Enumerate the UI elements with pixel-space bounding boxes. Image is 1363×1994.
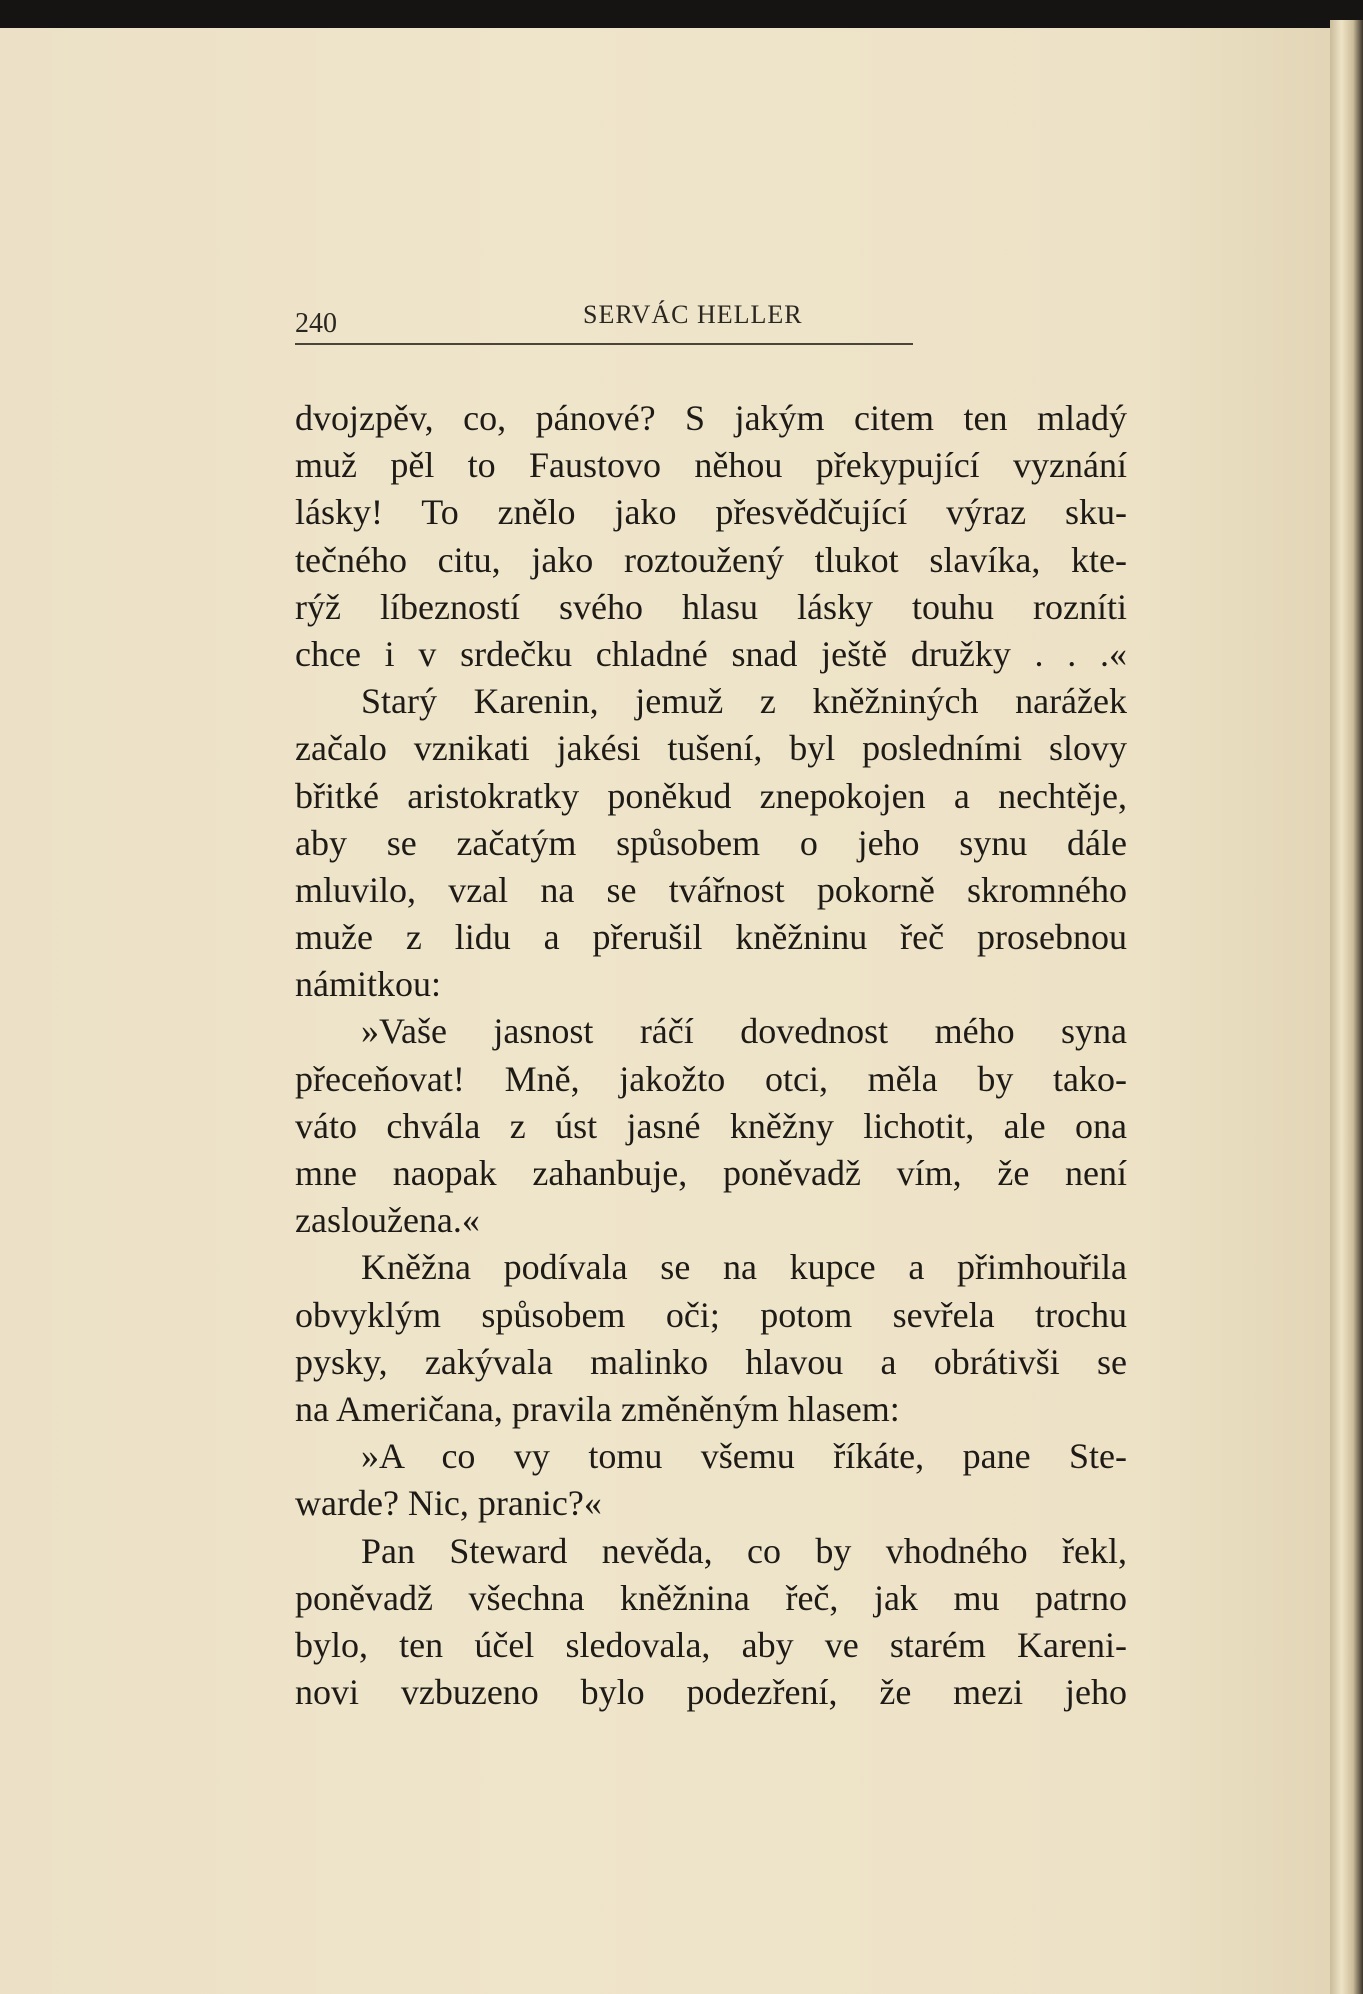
text-line: mne naopak zahanbuje, poněvadž vím, že není: [295, 1153, 1127, 1193]
text-line: aby se začatým spůsobem o jeho synu dále: [295, 822, 1127, 863]
text-line: muž pěl to Faustovo něhou překypující vyznání: [295, 445, 1127, 486]
running-title: SERVÁC HELLER: [583, 300, 803, 329]
text-line: muže z lidu a přerušil kněžninu řeč prosebnou: [295, 917, 1127, 958]
text-line: lásky! To znělo jako přesvědčující výraz sku-: [295, 492, 1127, 533]
text-line: tečného citu, jako roztoužený tlukot slavíka, kte-: [295, 539, 1127, 580]
text-line: warde? Nic, pranic?«: [295, 1483, 602, 1524]
text-line: »Vaše jasnost ráčí dovednost mého syna: [361, 1011, 1127, 1052]
text-line: zasloužena.«: [295, 1200, 480, 1241]
running-head: [295, 296, 915, 348]
text-line: námitkou:: [295, 964, 441, 1005]
text-line: Starý Karenin, jemuž z kněžniných narážek: [361, 681, 1127, 722]
page-edge: [1330, 20, 1363, 1994]
text-line: rýž líbezností svého hlasu lásky touhu rozníti: [295, 586, 1127, 627]
text-line: poněvadž všechna kněžnina řeč, jak mu patrno: [295, 1577, 1127, 1618]
text-line: pysky, zakývala malinko hlavou a obrátivši se: [295, 1341, 1127, 1382]
text-line: mluvilo, vzal na se tvářnost pokorně skromného: [295, 869, 1127, 910]
text-line: obvyklým spůsobem oči; potom sevřela trochu: [295, 1294, 1127, 1335]
text-line: Pan Steward nevěda, co by vhodného řekl,: [361, 1530, 1127, 1571]
page-number: 240: [295, 308, 337, 339]
text-line: váto chvála z úst jasné kněžny lichotit, ale ona: [295, 1105, 1127, 1146]
text-line: »A co vy tomu všemu říkáte, pane Ste-: [361, 1436, 1127, 1477]
text-line: novi vzbuzeno bylo podezření, že mezi jeho: [295, 1672, 1127, 1713]
text-line: dvojzpěv, co, pánové? S jakým citem ten mladý: [295, 398, 1127, 438]
text-line: břitké aristokratky poněkud znepokojen a nechtěje,: [295, 775, 1127, 816]
text-line: chce i v srdečku chladné snad ještě družky . . .«: [295, 633, 1127, 674]
text-line: Kněžna podívala se na kupce a přimhouřila: [361, 1247, 1127, 1288]
header-rule: [295, 343, 913, 345]
text-line: bylo, ten účel sledovala, aby ve starém Kareni-: [295, 1624, 1127, 1665]
body-text: [295, 395, 1127, 1716]
text-line: začalo vznikati jakési tušení, byl posledními slovy: [295, 728, 1127, 769]
text-line: na Američana, pravila změněným hlasem:: [295, 1388, 900, 1429]
text-line: přeceňovat! Mně, jakožto otci, měla by tako-: [295, 1058, 1127, 1099]
